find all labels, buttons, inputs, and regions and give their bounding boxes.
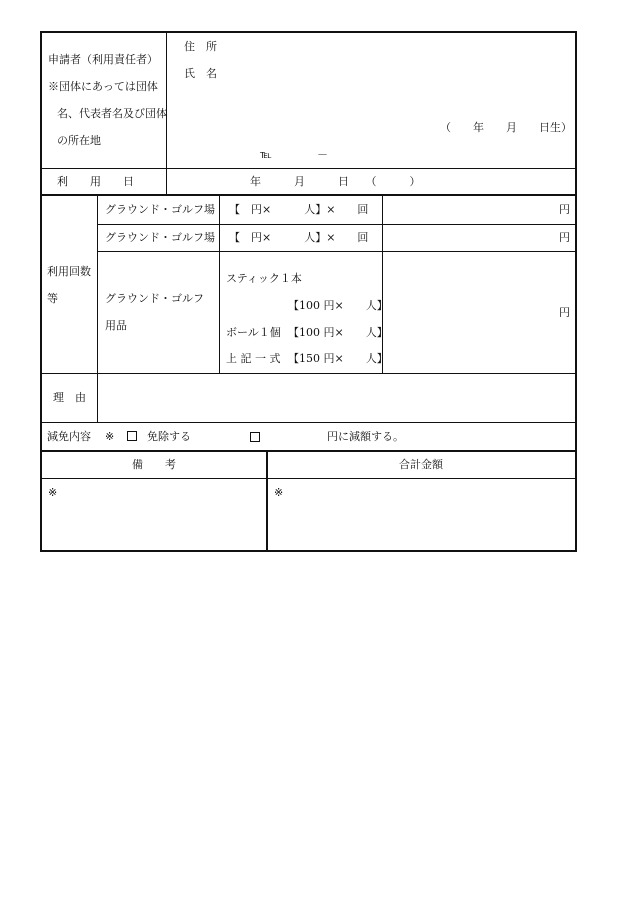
remarks-label: 備 考	[132, 458, 176, 471]
ball-price[interactable]: 【100 円× 人】	[288, 326, 388, 339]
applicant-note-line2: 名、代表者名及び団体	[57, 107, 167, 120]
divider	[266, 452, 268, 551]
applicant-label: 申請者（利用責任者）	[48, 53, 158, 66]
applicant-note-line3: の所在地	[57, 134, 101, 147]
phone-separator: －	[317, 148, 328, 161]
remarks-field[interactable]	[42, 480, 265, 550]
ball-label: ボール１個	[226, 326, 281, 339]
reason-field[interactable]	[99, 375, 575, 421]
applicant-note-line1: ※団体にあっては団体	[48, 80, 158, 93]
set-label: 上 記 一 式	[226, 352, 281, 365]
total-field[interactable]	[269, 480, 575, 550]
usage-count-label-line1: 利用回数	[47, 265, 91, 278]
usage-row-amount[interactable]: 円	[559, 203, 570, 216]
divider	[97, 196, 98, 423]
reduce-checkbox[interactable]	[250, 432, 260, 442]
usage-row-item: グラウンド・ゴルフ場	[105, 231, 215, 244]
divider	[41, 373, 576, 374]
remarks-mark: ※	[48, 486, 58, 499]
usage-count-label-line2: 等	[47, 292, 58, 305]
divider	[41, 478, 576, 479]
usage-row-amount[interactable]: 円	[559, 231, 570, 244]
divider	[382, 196, 383, 374]
equipment-item-line2: 用品	[105, 319, 127, 332]
stick-label: スティック１本	[226, 272, 302, 285]
usage-date-field[interactable]: 年 月 日 （ ）	[250, 175, 421, 188]
divider	[41, 168, 576, 169]
reduction-label: 減免内容	[47, 430, 91, 443]
reason-label: 理 由	[53, 391, 86, 404]
birthdate-field[interactable]: （ 年 月 日生）	[440, 121, 572, 134]
usage-row-item: グラウンド・ゴルフ場	[105, 203, 215, 216]
divider	[97, 224, 576, 225]
equipment-amount[interactable]: 円	[559, 306, 570, 319]
reduction-mark: ※	[105, 430, 115, 443]
divider	[41, 422, 576, 423]
usage-row-formula[interactable]: 【 円× 人】× 回	[229, 231, 369, 244]
exempt-checkbox[interactable]	[127, 431, 137, 441]
stick-price[interactable]: 【100 円× 人】	[288, 299, 388, 312]
set-price[interactable]: 【150 円× 人】	[288, 352, 388, 365]
exempt-label: 免除する	[147, 430, 191, 443]
equipment-item-line1: グラウンド・ゴルフ	[105, 292, 204, 305]
reduce-suffix: 円に減額する。	[327, 430, 404, 443]
phone-label: ℡	[260, 148, 272, 161]
exempt-option[interactable]	[127, 430, 191, 444]
divider	[97, 251, 576, 252]
total-label: 合計金額	[399, 458, 443, 471]
name-label: 氏 名	[184, 67, 217, 80]
address-label: 住 所	[184, 40, 217, 53]
total-mark: ※	[274, 486, 284, 499]
usage-row-formula[interactable]: 【 円× 人】× 回	[229, 203, 369, 216]
divider	[219, 196, 220, 374]
usage-date-label: 利 用 日	[57, 175, 134, 188]
